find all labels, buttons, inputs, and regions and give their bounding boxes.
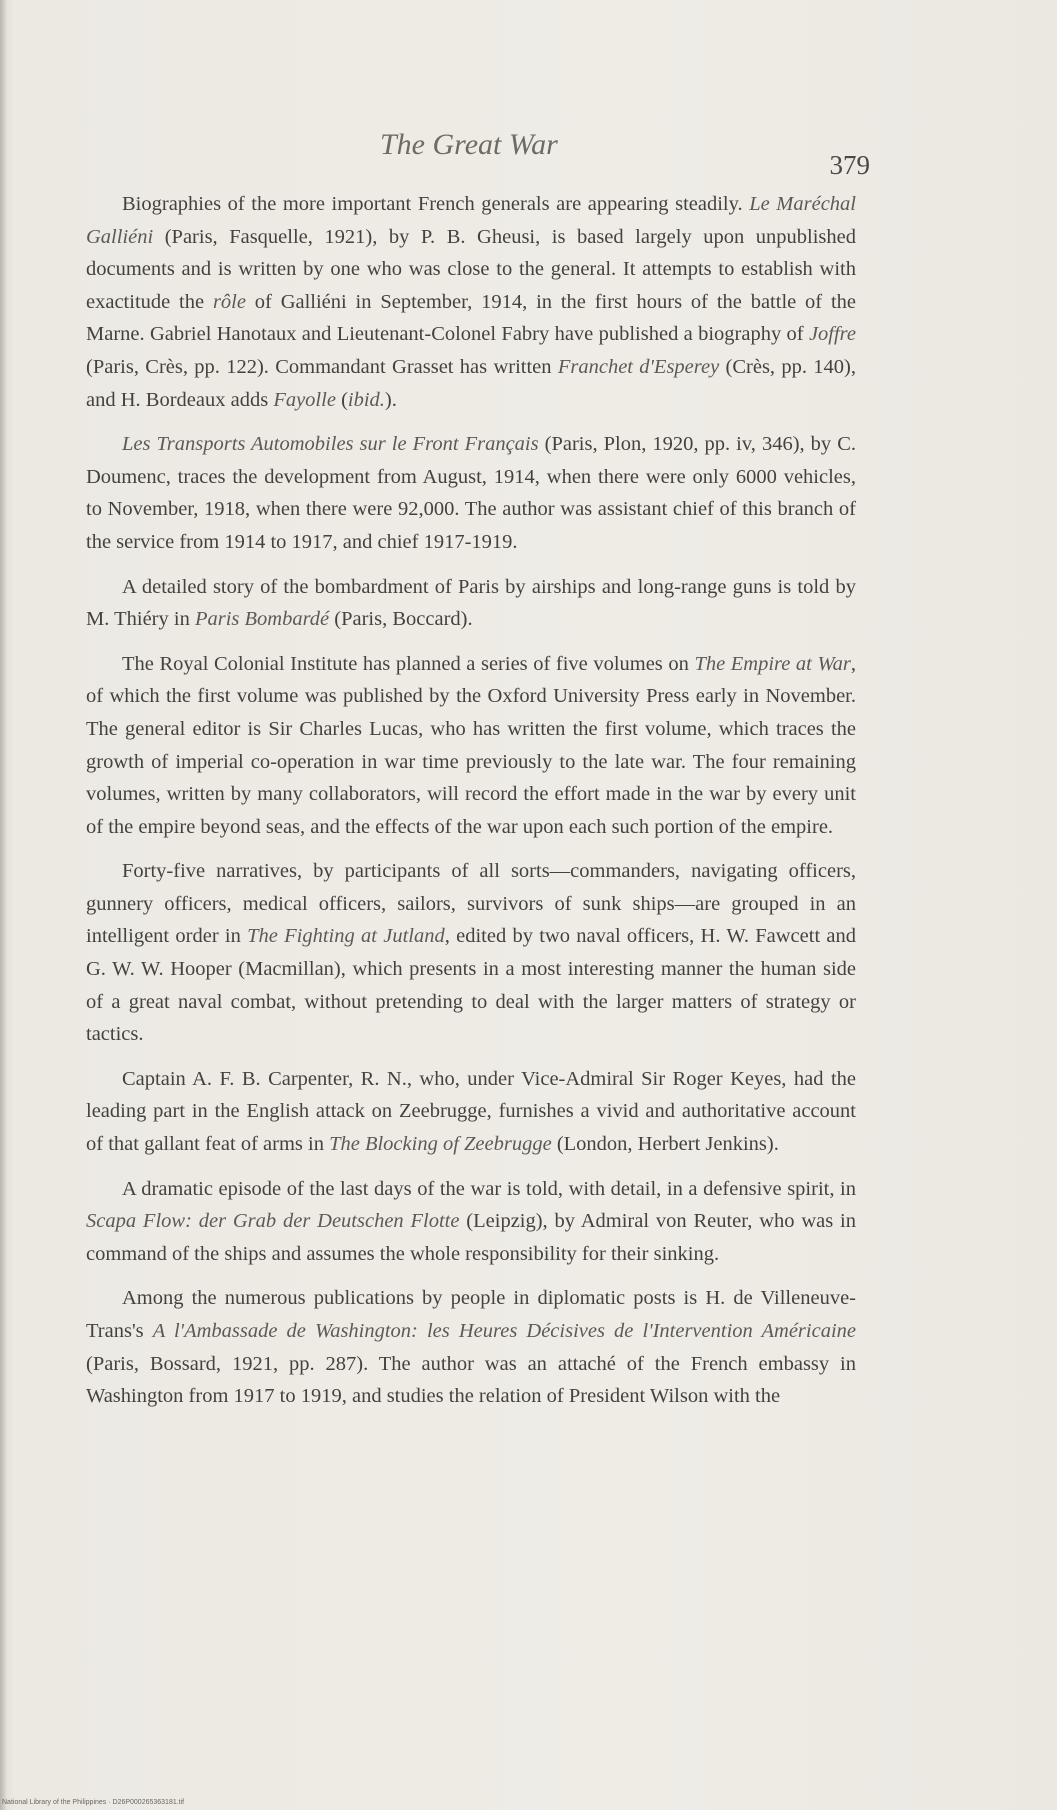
text-run: A dramatic episode of the last days of the war is told, with detail, in a defensive spirit, in	[122, 1177, 856, 1200]
italic-title-run: Les Transports Automobiles sur le Front Français	[122, 433, 539, 456]
text-run: (Paris, Boccard).	[329, 608, 473, 631]
paragraph-blocking-of-zeebrugge	[86, 1063, 856, 1161]
paragraph-scapa-flow	[86, 1173, 856, 1271]
italic-title-run: The Blocking of Zeebrugge	[329, 1133, 552, 1156]
italic-title-run: Paris Bombardé	[194, 608, 330, 631]
text-run: The Royal Colonial Institute has planned a series of five volumes on	[122, 652, 695, 675]
italic-title-run: The Fighting at Jutland	[247, 925, 445, 948]
italic-title-run: The Empire at War	[694, 652, 851, 675]
scan-credit: National Library of the Philippines · D26P000265363181.tif	[2, 1799, 185, 1806]
text-run: (Leipzig), by Admiral von Reuter, who was in command of the ships and assumes the whole responsibility for their sinking.	[86, 1210, 857, 1265]
italic-title-run: Scapa Flow: der Grab der Deutschen Flotte	[86, 1210, 460, 1233]
text-run: (Paris, Bossard, 1921, pp. 287). The author was an attaché of the French embassy in Washington from 1917 to 1919, and studies the relation of President Wilson with the	[86, 1352, 856, 1408]
text-run: (London, Herbert Jenkins).	[551, 1133, 779, 1156]
body-text	[86, 188, 856, 1425]
text-run: Forty-five narratives, by participants of all sorts—commanders, navigating officers, gunnery officers, medical officers, sailors, survivors of sunk ships—are grouped in an intelligent order in	[86, 860, 856, 948]
text-run: Among the numerous publications by people in diplomatic posts is H. de Villeneuve-Trans's	[86, 1287, 856, 1342]
text-run: (Paris, Fasquelle, 1921), by P. B. Gheusi, is based largely upon unpublished documents and is written by one who was close to the general. It attempts to establish with exactitude the	[86, 225, 856, 313]
paragraph-empire-at-war	[86, 648, 856, 844]
italic-title-run: Fayolle	[273, 388, 336, 411]
paragraph-generals-biographies	[86, 188, 856, 416]
paragraph-ambassade-washington	[86, 1282, 856, 1412]
text-run: A detailed story of the bombardment of Paris by airships and long-range guns is told by M. Thiéry in	[86, 575, 856, 631]
italic-title-run: A l'Ambassade de Washington: les Heures Décisives de l'Intervention Américaine	[152, 1320, 856, 1342]
text-run: (Crès, pp. 140), and H. Bordeaux adds	[86, 355, 857, 411]
text-run: (Paris, Crès, pp. 122). Commandant Grasset has written	[86, 355, 558, 378]
page-header	[80, 120, 870, 180]
italic-title-run: Le Maréchal Galliéni	[86, 193, 856, 248]
text-run: ).	[384, 388, 397, 411]
italic-title-run: rôle	[212, 290, 246, 313]
text-run: of Galliéni in September, 1914, in the first hours of the battle of the Marne. Gabriel Hanotaux and Lieutenant-Colonel Fabry have published a biography of	[86, 290, 857, 346]
text-run: (	[335, 388, 348, 411]
text-run: Captain A. F. B. Carpenter, R. N., who, under Vice-Admiral Sir Roger Keyes, had the leading part in the English attack on Zeebrugge, furnishes a vivid and authoritative account of that gallant feat of arms in	[86, 1067, 856, 1156]
paragraph-fighting-at-jutland	[86, 855, 856, 1051]
paragraph-transports-automobiles	[86, 428, 856, 558]
page-edge-shadow	[0, 0, 6, 1810]
text-run: Biographies of the more important French generals are appearing steadily.	[122, 193, 750, 215]
running-title: The Great War	[380, 128, 558, 161]
text-run: (Paris, Plon, 1920, pp. iv, 346), by C. Doumenc, traces the development from August, 1914, when there were only 6000 vehicles, to November, 1918, when there were 92,000. The author was assistant chief of this branch of the service from 1914 to 1917, and chief 1917-1919.	[86, 433, 856, 553]
italic-title-run: Franchet d'Esperey	[557, 355, 720, 378]
paragraph-paris-bombarde	[86, 571, 856, 636]
italic-title-run: Joffre	[808, 323, 856, 346]
italic-title-run: ibid.	[347, 388, 385, 411]
text-run: , of which the first volume was published by the Oxford University Press early in November. The general editor is Sir Charles Lucas, who has written the first volume, which traces the growth of imperial co-operation in war time previously to the late war. The four remaining volumes, written by many collaborators, will record the effort made in the war by every unit of the empire beyond seas, and the effects of the war upon each such portion of the empire.	[86, 652, 856, 838]
page-number: 379	[829, 150, 870, 180]
text-run: , edited by two naval officers, H. W. Fawcett and G. W. W. Hooper (Macmillan), which presents in a most interesting manner the human side of a great naval combat, without pretending to deal with the larger matters of strategy or tactics.	[86, 925, 856, 1046]
